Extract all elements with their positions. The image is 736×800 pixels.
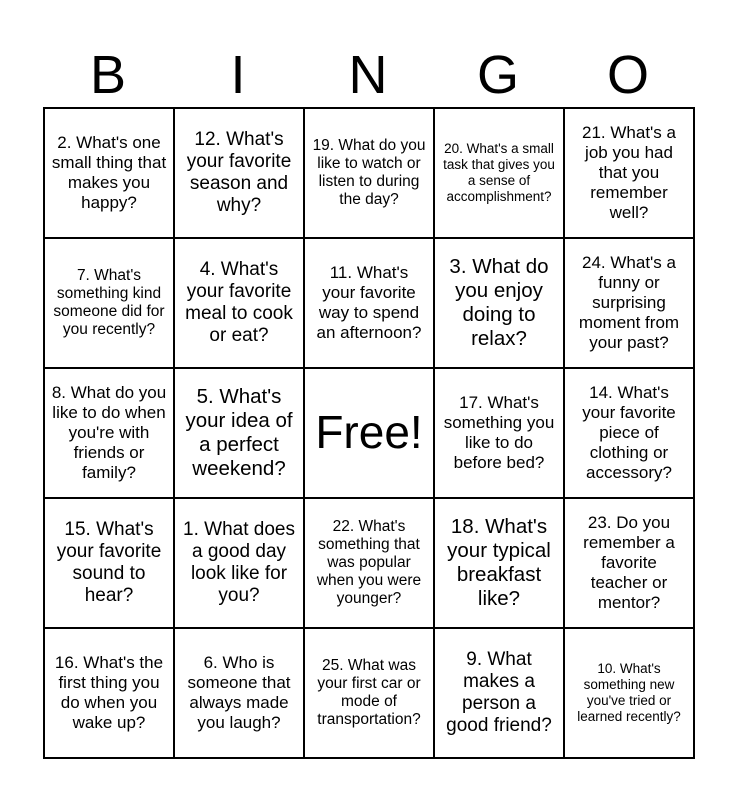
cell-text: 14. What's your favorite piece of clothing or accessory? [582, 383, 676, 482]
cell-text: 10. What's something new you've tried or learned recently? [577, 661, 681, 724]
bingo-cell[interactable] [564, 368, 694, 498]
cell-text: 2. What's one small thing that makes you happy? [51, 133, 167, 212]
bingo-cell[interactable] [564, 108, 694, 238]
cell-text: 21. What's a job you had that you remember well? [582, 123, 676, 222]
cell-text: 25. What was your first car or mode of transportation? [317, 656, 421, 729]
bingo-cell[interactable] [434, 108, 564, 238]
free-space-text: Free! [315, 406, 423, 459]
cell-text: 1. What does a good day look like for you? [183, 518, 295, 607]
bingo-header [43, 40, 693, 108]
bingo-cell[interactable] [434, 238, 564, 368]
cell-text: 19. What do you like to watch or listen to during the day? [312, 136, 426, 209]
bingo-cell[interactable] [174, 238, 304, 368]
cell-text: 20. What's a small task that gives you a sense of accomplishment? [443, 141, 555, 204]
bingo-cell[interactable] [304, 628, 434, 758]
free-space[interactable] [304, 368, 434, 498]
bingo-cell[interactable] [44, 108, 174, 238]
cell-text: 4. What's your favorite meal to cook or eat? [185, 258, 293, 347]
bingo-cell[interactable] [44, 238, 174, 368]
cell-text: 22. What's something that was popular when you were younger? [316, 517, 422, 608]
cell-text: 24. What's a funny or surprising moment from your past? [578, 253, 680, 352]
bingo-cell[interactable] [174, 368, 304, 498]
bingo-cell[interactable] [174, 498, 304, 628]
bingo-cell[interactable] [564, 498, 694, 628]
bingo-board [43, 107, 695, 759]
cell-text: 12. What's your favorite season and why? [186, 128, 292, 217]
header-letter-g: G [476, 45, 519, 105]
header-letter-o: O [606, 45, 649, 105]
cell-text: 18. What's your typical breakfast like? [447, 515, 551, 610]
bingo-cell[interactable] [304, 238, 434, 368]
bingo-cell[interactable] [174, 628, 304, 758]
header-letter-n: N [348, 45, 388, 105]
cell-text: 3. What do you enjoy doing to relax? [449, 255, 549, 350]
header-letter-i: I [230, 45, 246, 105]
bingo-cell[interactable] [44, 368, 174, 498]
cell-text: 5. What's your idea of a perfect weekend? [185, 385, 293, 480]
bingo-cell[interactable] [44, 628, 174, 758]
cell-text: 16. What's the first thing you do when you wake up? [54, 653, 164, 732]
bingo-cell[interactable] [304, 108, 434, 238]
bingo-cell[interactable] [434, 368, 564, 498]
bingo-cell[interactable] [174, 108, 304, 238]
bingo-cell[interactable] [434, 498, 564, 628]
bingo-cell[interactable] [44, 498, 174, 628]
header-letter-b: B [89, 45, 127, 105]
cell-text: 6. Who is someone that always made you laugh? [187, 653, 291, 732]
cell-text: 11. What's your favorite way to spend an afternoon? [316, 263, 422, 342]
cell-text: 17. What's something you like to do before bed? [443, 393, 555, 472]
cell-text: 23. Do you remember a favorite teacher or mentor? [583, 513, 675, 612]
cell-text: 8. What do you like to do when you're with friends or family? [51, 383, 167, 482]
bingo-cell[interactable] [304, 498, 434, 628]
cell-text: 9. What makes a person a good friend? [446, 648, 552, 737]
cell-text: 7. What's something kind someone did for you recently? [53, 266, 165, 339]
bingo-cell[interactable] [434, 628, 564, 758]
bingo-cell[interactable] [564, 628, 694, 758]
bingo-cell[interactable] [564, 238, 694, 368]
cell-text: 15. What's your favorite sound to hear? [56, 518, 162, 607]
